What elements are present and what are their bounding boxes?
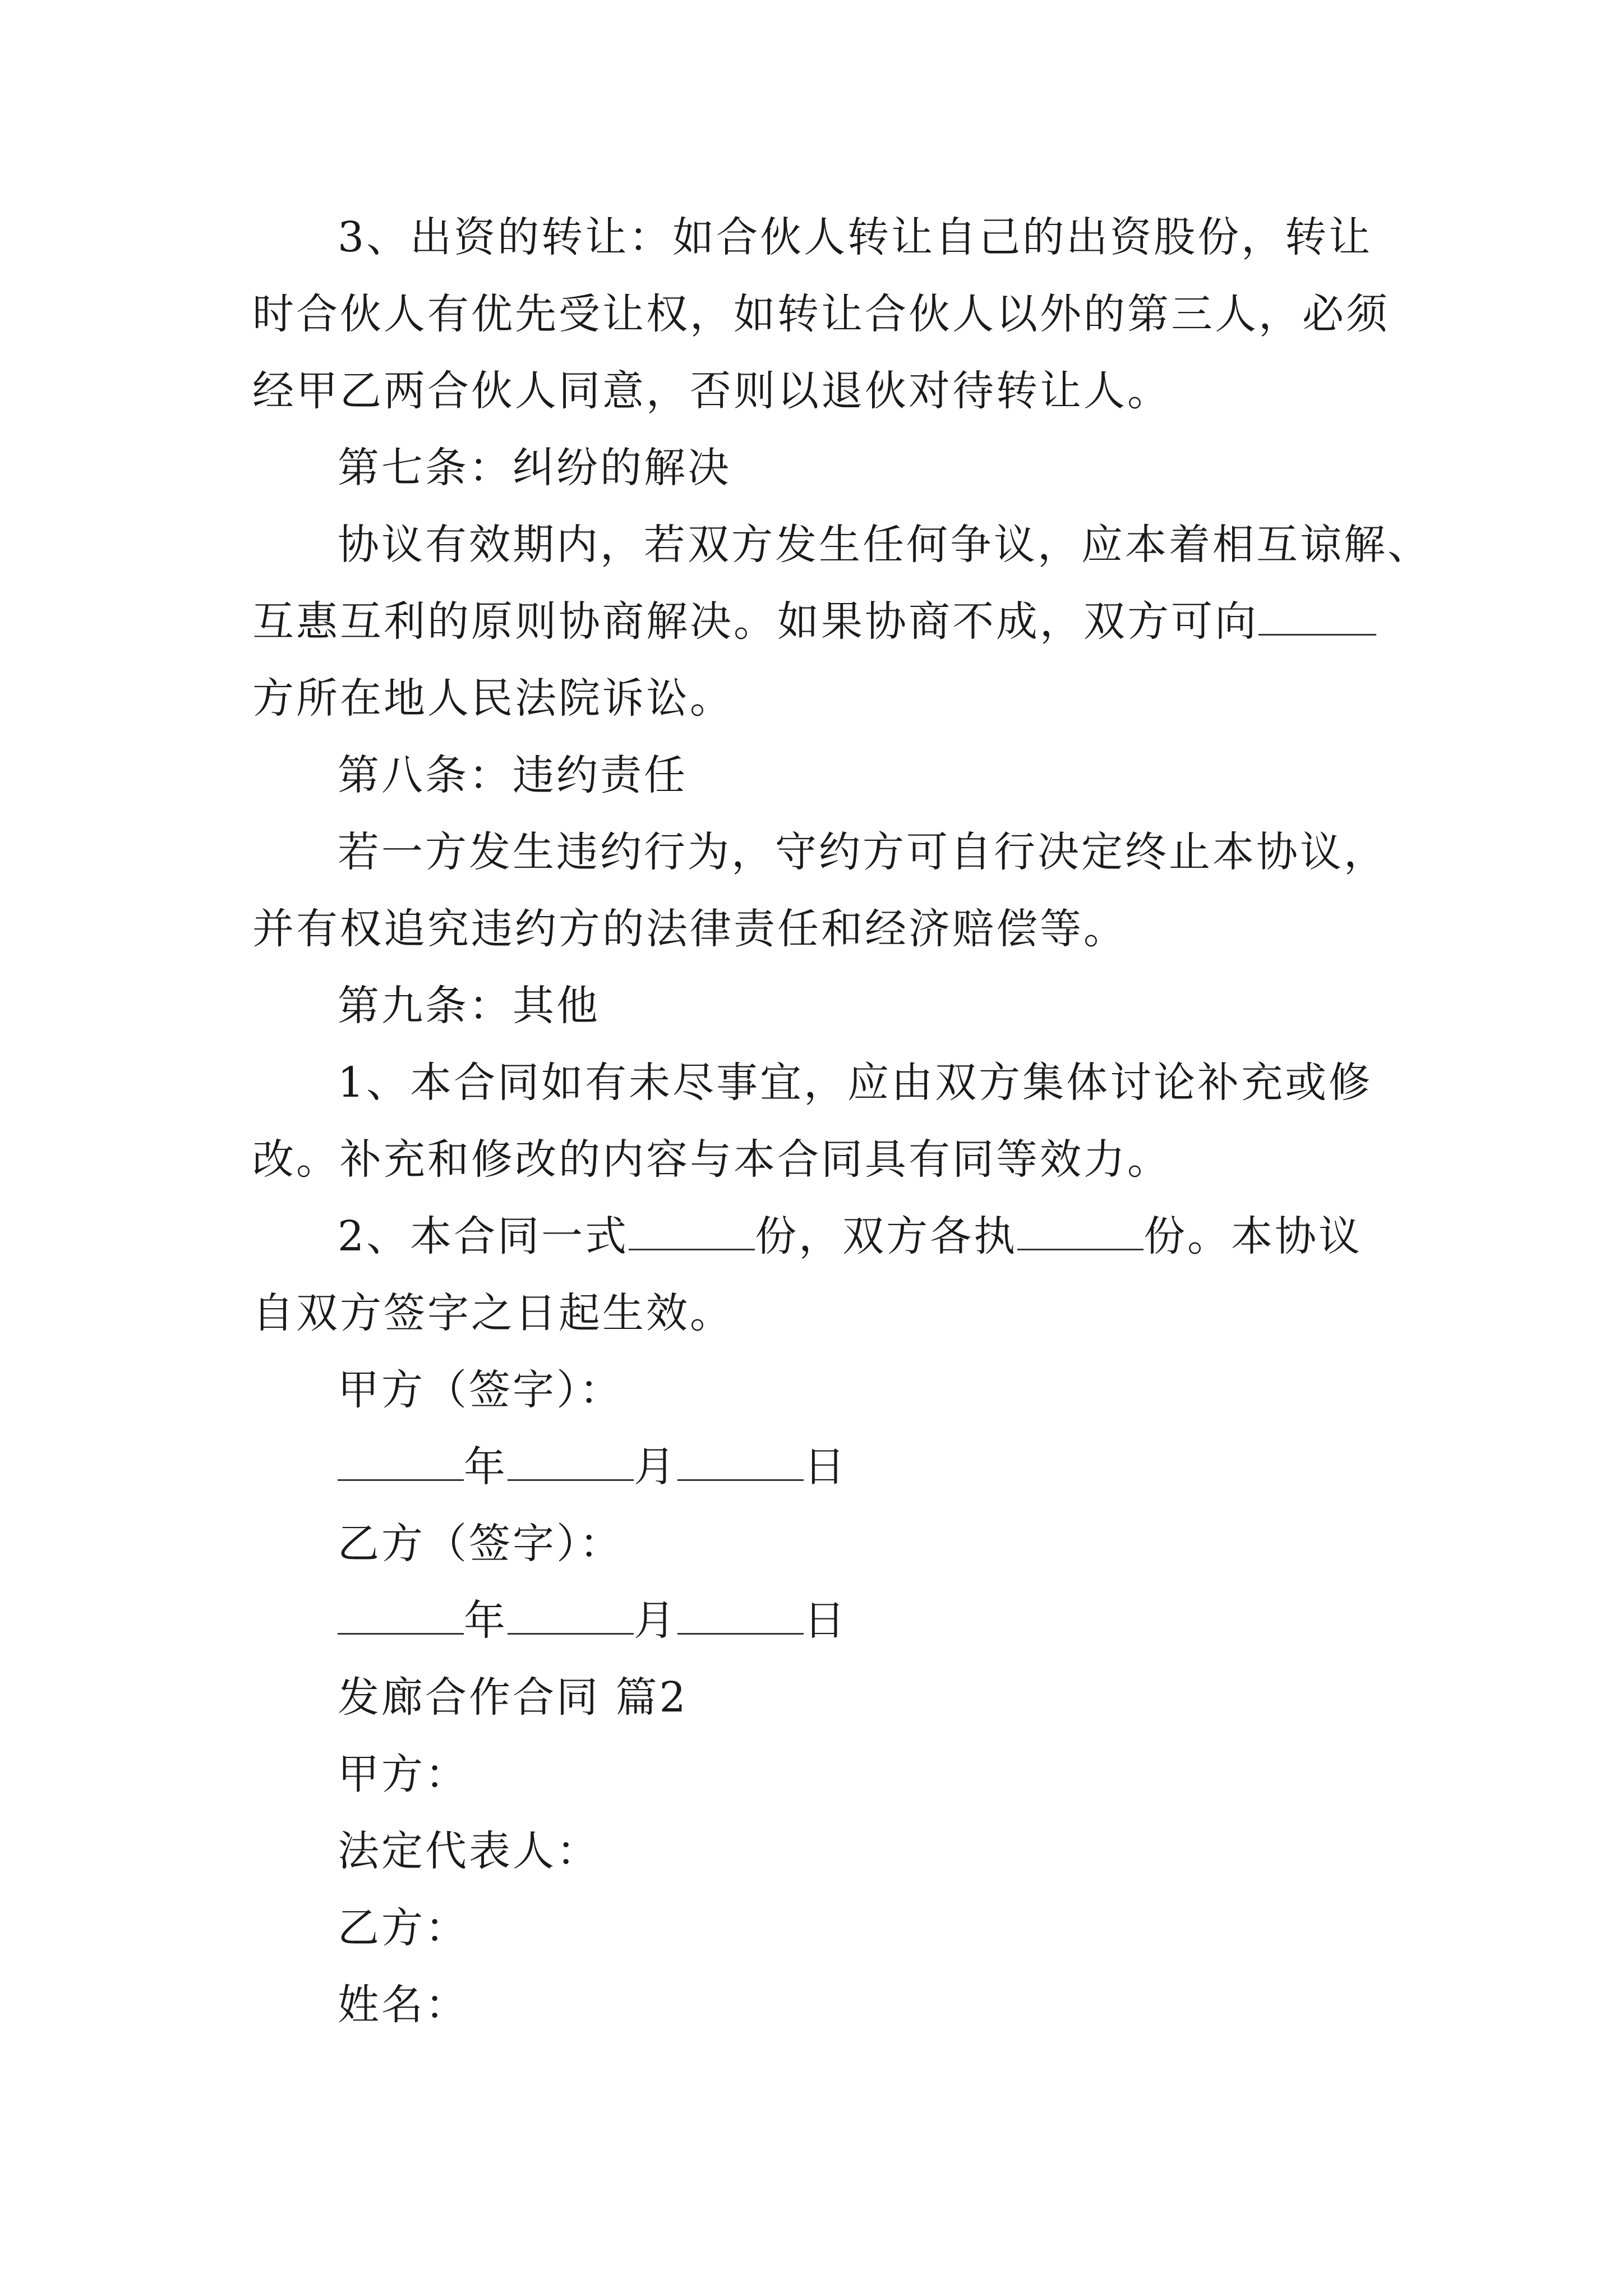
paragraph-line: 经甲乙两合伙人同意，否则以退伙对待转让人。 [252, 367, 1171, 415]
fill-in-blank [508, 1599, 634, 1635]
month-label: 月 [634, 1596, 677, 1645]
party-b-signature-label: 乙方（签字）： [338, 1520, 623, 1568]
paragraph-line: 时合伙人有优先受让权，如转让合伙人以外的第三人，必须 [252, 290, 1390, 338]
fill-in-blank [677, 1446, 804, 1481]
paragraph-line: 自双方签字之日起生效。 [252, 1289, 734, 1337]
day-label: 日 [804, 1443, 847, 1491]
article-7-heading: 第七条：纠纷的解决 [338, 444, 731, 492]
date-line [252, 1429, 1391, 1506]
document-body [252, 199, 1431, 2044]
paragraph-text: 份，双方各执 [755, 1212, 1018, 1260]
fill-in-blank [338, 1599, 464, 1635]
party-a-label: 甲方： [338, 1750, 469, 1798]
party-a-signature-label: 甲方（签字）： [338, 1366, 623, 1414]
article-9-heading: 第九条：其他 [338, 982, 600, 1030]
paragraph-line: 并有权追究违约方的法律责任和经济赔偿等。 [252, 905, 1127, 953]
paragraph-line: 改。补充和修改的内容与本合同具有同等效力。 [252, 1135, 1171, 1184]
name-label: 姓名： [338, 1981, 469, 2029]
paragraph-text: 2、本合同一式 [338, 1212, 629, 1260]
month-label: 月 [634, 1443, 677, 1491]
fill-in-blank [629, 1215, 755, 1250]
year-label: 年 [464, 1596, 508, 1645]
day-label: 日 [804, 1596, 847, 1645]
fill-in-blank [338, 1446, 464, 1481]
fill-in-blank [1017, 1215, 1144, 1250]
paragraph-text: 份。本协议 [1144, 1212, 1363, 1260]
section-2-title: 发廊合作合同 篇2 [338, 1673, 688, 1722]
paragraph-line: 若一方发生违约行为，守约方可自行决定终止本协议， [338, 828, 1387, 876]
paragraph-line [252, 1198, 1391, 1275]
paragraph-line: 1、本合同如有未尽事宜，应由双方集体讨论补充或修 [338, 1059, 1373, 1107]
year-label: 年 [464, 1443, 508, 1491]
fill-in-blank [1258, 600, 1376, 636]
fill-in-blank [508, 1446, 634, 1481]
paragraph-line: 协议有效期内，若双方发生任何争议，应本着相互谅解、 [338, 521, 1431, 569]
paragraph-text: 互惠互利的原则协商解决。如果协商不成，双方可向 [252, 597, 1258, 646]
date-line [252, 1582, 1391, 1659]
party-b-label: 乙方： [338, 1904, 469, 1952]
paragraph-line [252, 583, 1391, 660]
fill-in-blank [677, 1599, 804, 1635]
paragraph-line: 方所在地人民法院诉讼。 [252, 674, 734, 723]
article-8-heading: 第八条：违约责任 [338, 751, 688, 799]
legal-representative-label: 法定代表人： [338, 1827, 600, 1875]
paragraph-line: 3、出资的转让：如合伙人转让自己的出资股份，转让 [338, 213, 1373, 261]
